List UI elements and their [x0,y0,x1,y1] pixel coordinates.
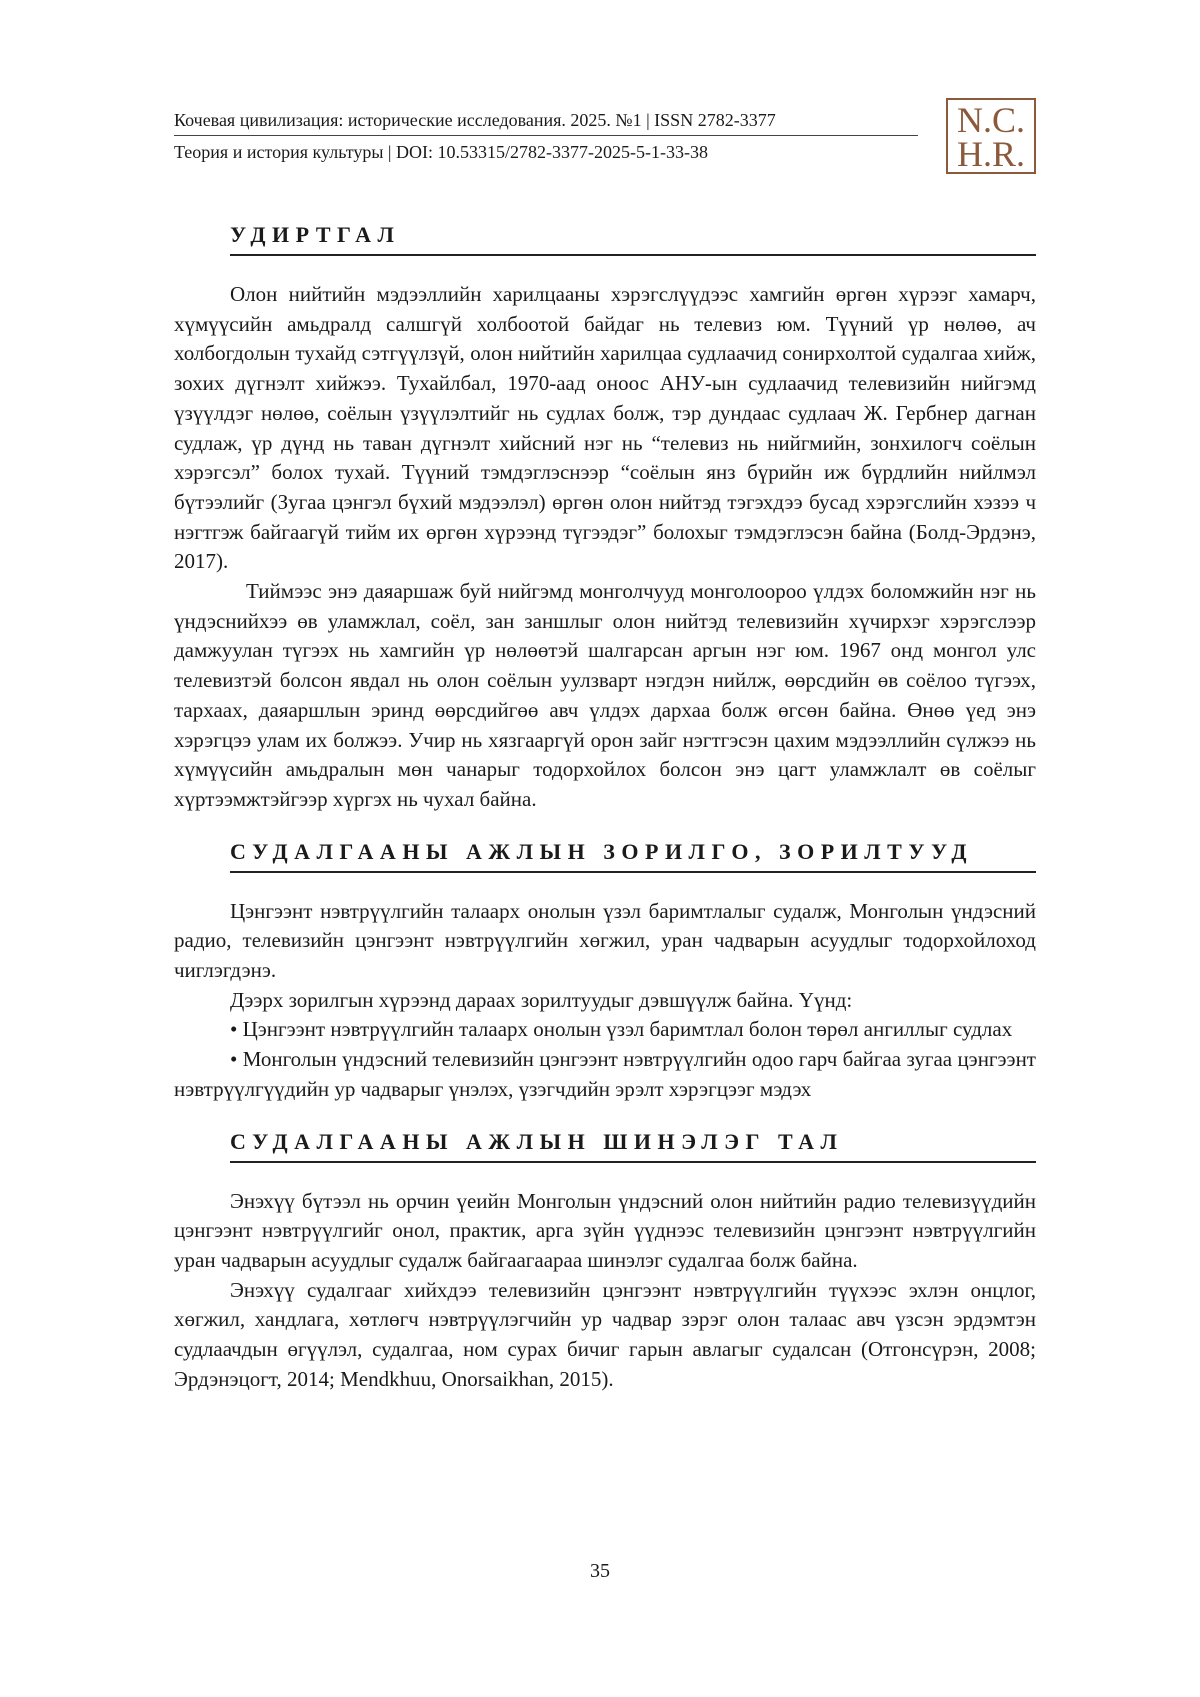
article-body [174,222,1036,1395]
journal-line: Кочевая цивилизация: исторические исследования. 2025. №1 | ISSN 2782-3377 [174,110,776,130]
novelty-paragraph-1: Энэхүү бүтээл нь орчин үеийн Монголын үндэсний олон нийтийн радио телевизүүдийн цэнгээнт нэвтрүүлгийг онол, практик, арга зүйн үүднээс телевизийн цэнгээнт нэвтрүүлгийн уран чадварын асуудлыг судалж байгаагаараа шинэлэг судалгаа болж байна. [174,1188,1036,1272]
section-title-objectives: СУДАЛГААНЫ АЖЛЫН ЗОРИЛГО, ЗОРИЛТУУД [230,839,1036,873]
section-title-novelty: СУДАЛГААНЫ АЖЛЫН ШИНЭЛЭГ ТАЛ [230,1129,1036,1163]
running-header [174,100,1036,174]
intro-paragraph-2: Тиймээс энэ даяаршаж буй нийгэмд монголчууд монголоороо үлдэх боломжийн нэг нь үндэснийхээ өв уламжлал, соёл, зан заншлыг олон нийтэд телевизийн хүчирхэг хэрэгслээр дамжуулан түгээх нь хамгийн үр нөлөөтэй шалгарсан аргын нэг юм. 1967 онд монгол улс телевизтэй болсон явдал нь олон соёлын уулзварт нэгдэн нийлж, өөрсдийн өв соёлоо түгээх, тархаах, даяаршлын эринд өөрсдийгөө авч үлдэх дархаа болж өгсөн байна. Өнөө үед энэ хэрэгцээ улам их болжээ. Учир нь хязгааргүй орон зайг нэгтгэсэн цахим мэдээллийн сүлжээ нь хүмүүсийн амьдралын мөн чанарыг тодорхойлох болсон энэ цагт уламжлалт өв соёлыг хүртээмжтэйгээр хүргэх нь чухал байна. [174,579,1036,811]
header-rule [174,135,918,136]
objectives-paragraph-1: Цэнгээнт нэвтрүүлгийн талаарх онолын үзэл баримтлалыг судалж, Монголын үндэсний радио, телевизийн цэнгээнт нэвтрүүлгийн хөгжил, уран чадварын асуудлыг тодорхойлоход чиглэгдэнэ. [174,898,1036,983]
page-number: 35 [590,1560,610,1582]
journal-logo [946,98,1036,174]
logo-line-2: H.R. [956,134,1025,174]
objective-bullet-1: • Цэнгээнт нэвтрүүлгийн талаарх онолын үзэл баримтлал болон төрөл ангиллыг судлах [230,1017,1013,1042]
novelty-paragraph-2: Энэхүү судалгааг хийхдээ телевизийн цэнгээнт нэвтрүүлгийн түүхээс эхлэн онцлог, хөгжил, хандлага, хөтлөгч нэвтрүүлэгчийн ур чадвар зэрэг олон талаас авч үзсэн эрдэмтэн судлаачдын өгүүлэл, судалгаа, ном сурах бичиг гарын авлагыг судалсан (Отгонсүрэн, 2008; Эрдэнэцогт, 2014; Mendkhuu, Onorsaikhan, 2015). [174,1277,1036,1391]
section-title-introduction: УДИРТГАЛ [230,222,1036,256]
doi-line: Теория и история культуры | DOI: 10.53315/2782-3377-2025-5-1-33-38 [174,142,708,162]
objectives-paragraph-2: Дээрх зорилгын хүрээнд дараах зорилтуудыг дэвшүүлж байна. Үүнд: [230,987,853,1012]
objective-bullet-2: • Монголын үндэсний телевизийн цэнгээнт нэвтрүүлгийн одоо гарч байгаа зугаа цэнгээнт нэвтрүүлгүүдийн ур чадварыг үнэлэх, үзэгчдийн эрэлт хэрэгцээг мэдэх [174,1047,1036,1101]
intro-paragraph-1: Олон нийтийн мэдээллийн харилцааны хэрэгслүүдээс хамгийн өргөн хүрээг хамарч, хүмүүсийн амьдралд салшгүй холбоотой байдаг нь телевиз юм. Түүний үр нөлөө, ач холбогдолын тухайд сэтгүүлзүй, олон нийтийн харилцаа судлаачид сонирхолтой судалгаа хийж, зохих дүгнэлт хийжээ. Тухайлбал, 1970-аад оноос АНУ-ын судлаачид телевизийн нийгэмд үзүүлдэг нөлөө, соёлын үзүүлэлтийг нь судлах болж, тэр дундаас судлаач Ж. Гербнер дагнан судлаж, үр дүнд нь таван дүгнэлт хийсний нэг нь “телевиз нь нийгмийн, зонхилогч соёлын хэрэгсэл” болох тухай. Түүний тэмдэглэснээр “соёлын янз бүрийн иж бүрдлийн нийлмэл бүтээлийг (Зугаа цэнгэл бүхий мэдээлэл) өргөн олон нийтэд тэгэхдээ бусад хэрэгслийн хэзээ ч нэгтгэж байгаагүй тийм их өргөн хүрээнд түгээдэг” болохыг тэмдэглэсэн байна (Болд-Эрдэнэ, 2017). [174,282,1036,574]
logo-line-1: N.C. [956,100,1025,140]
